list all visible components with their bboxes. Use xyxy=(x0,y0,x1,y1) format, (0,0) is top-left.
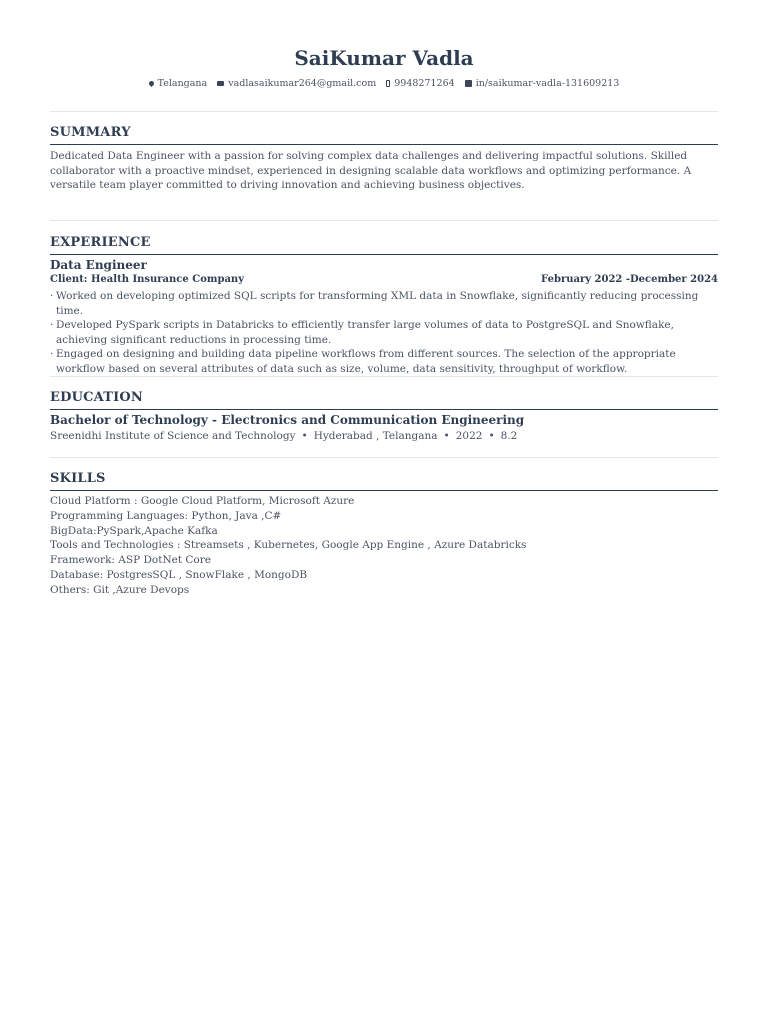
divider xyxy=(50,457,718,458)
phone-text[interactable]: 9948271264 xyxy=(394,78,455,89)
location-text: Telangana xyxy=(157,78,208,89)
list-item: · Developed PySpark scripts in Databricks to efficiently transfer large volumes of data to PostgreSQL and Snowflake, achieving significant reductions in processing time. xyxy=(50,318,718,347)
contact-linkedin[interactable] xyxy=(465,78,620,89)
list-item: · Worked on developing optimized SQL scripts for transforming XML data in Snowflake, significantly reducing processing time. xyxy=(50,289,718,318)
envelope-icon xyxy=(217,81,224,86)
separator-dot: • xyxy=(443,430,450,442)
divider xyxy=(50,376,718,377)
skills-list xyxy=(50,494,718,598)
job-title: Data Engineer xyxy=(50,258,147,272)
summary-text: Dedicated Data Engineer with a passion for solving complex data challenges and delivering impactful solutions. Skilled collaborator with a proactive mindset, experienced in designing scalable data workflows and optimizing performance. A versatile team player committed to driving innovation and achieving business objectives. xyxy=(50,150,692,192)
institute-location: Hyderabad , Telangana xyxy=(313,430,438,442)
job-dates: February 2022 -December 2024 xyxy=(541,274,718,285)
contact-email[interactable] xyxy=(217,78,376,89)
graduation-year: 2022 xyxy=(455,430,483,442)
candidate-name: SaiKumar Vadla xyxy=(294,46,474,70)
section-title-skills: SKILLS xyxy=(50,471,718,491)
client-name: Client: Health Insurance Company xyxy=(50,274,245,285)
phone-icon xyxy=(386,80,390,87)
education-score: 8.2 xyxy=(500,430,518,442)
list-item: Tools and Technologies : Streamsets , Kubernetes, Google App Engine , Azure Databricks xyxy=(50,539,527,552)
email-text[interactable]: vadlasaikumar264@gmail.com xyxy=(228,78,377,89)
list-item: BigData:PySpark,Apache Kafka xyxy=(50,524,218,537)
map-pin-icon xyxy=(148,80,155,87)
separator-dot: • xyxy=(301,430,308,442)
linkedin-text[interactable]: in/saikumar-vadla-131609213 xyxy=(475,78,620,89)
education-details xyxy=(50,430,517,442)
experience-bullets xyxy=(50,289,718,377)
section-title-experience: EXPERIENCE xyxy=(50,235,718,255)
linkedin-icon xyxy=(465,80,472,87)
contact-location xyxy=(149,78,208,89)
contact-bar xyxy=(0,78,768,89)
list-item: Framework: ASP DotNet Core xyxy=(50,554,211,567)
divider xyxy=(50,111,718,112)
contact-phone[interactable] xyxy=(386,78,454,89)
list-item: · Engaged on designing and building data pipeline workflows from different sources. The selection of the appropriate workflow based on several attributes of data such as size, volume, data sensitivity, throughput of workflow. xyxy=(50,347,718,376)
separator-dot: • xyxy=(488,430,495,442)
institute-name: Sreenidhi Institute of Science and Technology xyxy=(50,430,296,442)
list-item: Database: PostgresSQL , SnowFlake , MongoDB xyxy=(50,568,308,581)
divider xyxy=(50,220,718,221)
list-item: Cloud Platform : Google Cloud Platform, Microsoft Azure xyxy=(50,495,355,507)
list-item: Programming Languages: Python, Java ,C# xyxy=(50,509,282,522)
degree-title: Bachelor of Technology - Electronics and Communication Engineering xyxy=(50,413,525,427)
list-item: Others: Git ,Azure Devops xyxy=(50,583,190,596)
section-title-education: EDUCATION xyxy=(50,390,718,410)
section-title-summary: SUMMARY xyxy=(50,125,718,145)
